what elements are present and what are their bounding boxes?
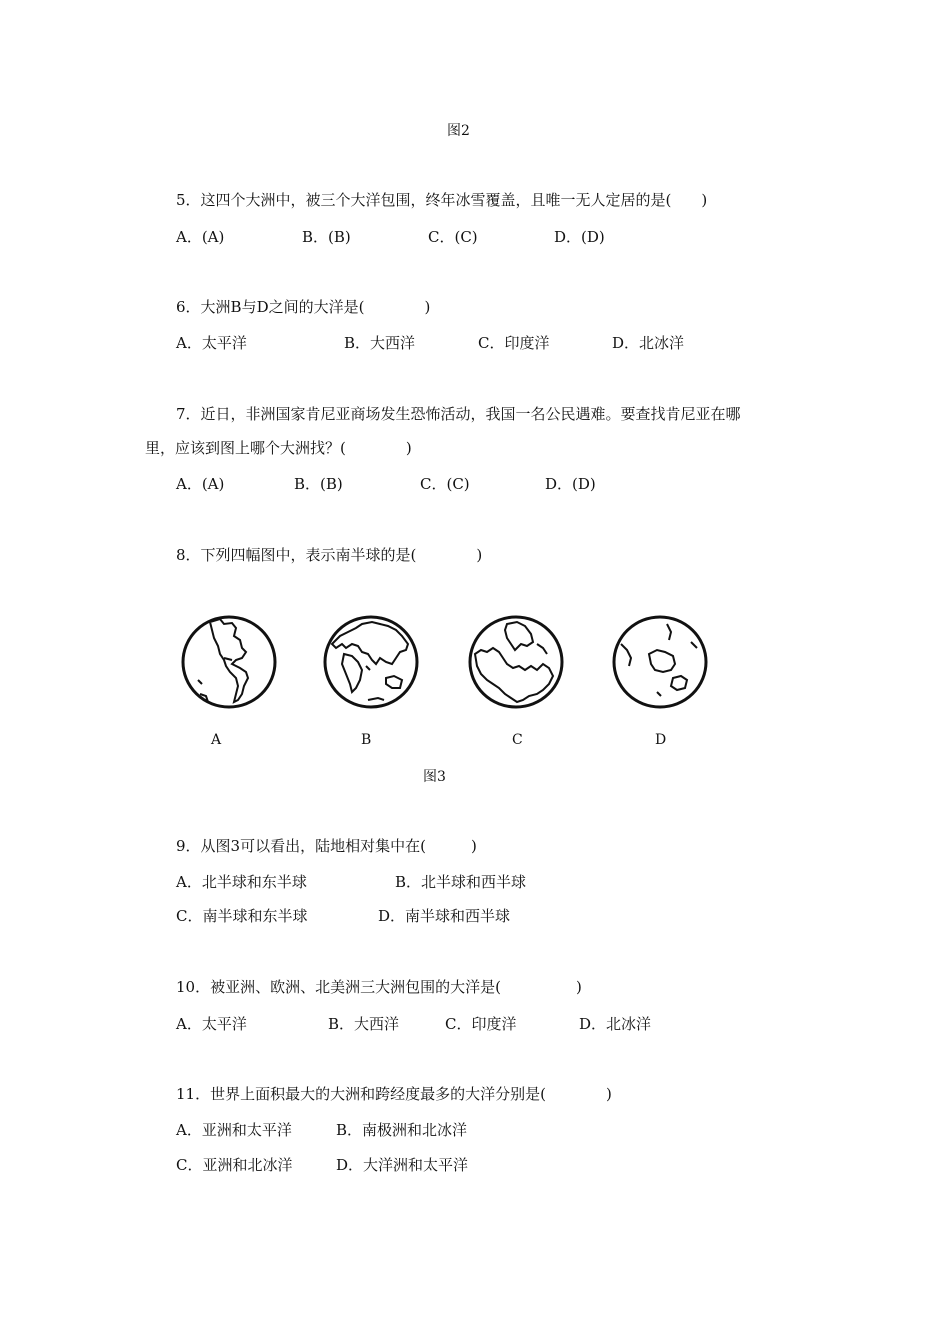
question-7-stem-line-2: 里，应该到图上哪个大洲找？( ) — [145, 439, 412, 457]
globe-label-a: A — [211, 732, 222, 748]
q7-option-c: C．(C) — [420, 475, 470, 493]
q10-option-b: B．大西洋 — [328, 1015, 400, 1033]
q11-option-a: A．亚洲和太平洋 — [176, 1121, 292, 1139]
q9-option-a: A．北半球和东半球 — [176, 873, 307, 891]
q9-option-b: B．北半球和西半球 — [395, 873, 527, 891]
question-5-stem: 5．这四个大洲中，被三个大洋包围，终年冰雪覆盖，且唯一无人定居的是( ) — [176, 191, 708, 209]
q11-option-c: C．亚洲和北冰洋 — [176, 1156, 293, 1174]
figure-2-caption: 图2 — [447, 123, 470, 139]
q6-option-c: C．印度洋 — [478, 334, 550, 352]
q5-option-b: B．(B) — [302, 228, 351, 246]
q10-option-d: D．北冰洋 — [579, 1015, 652, 1033]
q9-option-c: C．南半球和东半球 — [176, 907, 308, 925]
q10-option-a: A．太平洋 — [176, 1015, 247, 1033]
q7-option-b: B．(B) — [294, 475, 343, 493]
q5-option-a: A．(A) — [176, 228, 225, 246]
q5-option-d: D．(D) — [554, 228, 605, 246]
question-6-stem: 6．大洲B与D之间的大洋是( ) — [176, 298, 431, 316]
figure-3-caption: 图3 — [423, 769, 446, 785]
globe-c-northern-hemisphere-icon — [467, 614, 565, 710]
q11-option-b: B．南极洲和北冰洋 — [336, 1121, 468, 1139]
globe-b-eastern-hemisphere-icon — [322, 614, 420, 710]
question-8-stem: 8．下列四幅图中，表示南半球的是( ) — [176, 546, 483, 564]
q9-option-d: D．南半球和西半球 — [378, 907, 511, 925]
globe-label-d: D — [655, 732, 667, 748]
q6-option-b: B．大西洋 — [344, 334, 416, 352]
globe-label-b: B — [361, 732, 372, 748]
q6-option-a: A．太平洋 — [176, 334, 247, 352]
q7-option-d: D．(D) — [545, 475, 596, 493]
question-7-stem-line-1: 7．近日，非洲国家肯尼亚商场发生恐怖活动，我国一名公民遇难。要查找肯尼亚在哪 — [176, 405, 741, 423]
q11-option-d: D．大洋洲和太平洋 — [336, 1156, 469, 1174]
globe-label-c: C — [512, 732, 523, 748]
q5-option-c: C．(C) — [428, 228, 478, 246]
q7-option-a: A．(A) — [176, 475, 225, 493]
q6-option-d: D．北冰洋 — [612, 334, 685, 352]
question-10-stem: 10．被亚洲、欧洲、北美洲三大洲包围的大洋是( ) — [176, 978, 582, 996]
question-9-stem: 9．从图3可以看出，陆地相对集中在( ) — [176, 837, 477, 855]
globe-d-southern-hemisphere-icon — [611, 614, 709, 710]
globe-a-western-hemisphere-icon — [180, 614, 278, 710]
q10-option-c: C．印度洋 — [445, 1015, 517, 1033]
question-11-stem: 11．世界上面积最大的大洲和跨经度最多的大洋分别是( ) — [176, 1085, 612, 1103]
